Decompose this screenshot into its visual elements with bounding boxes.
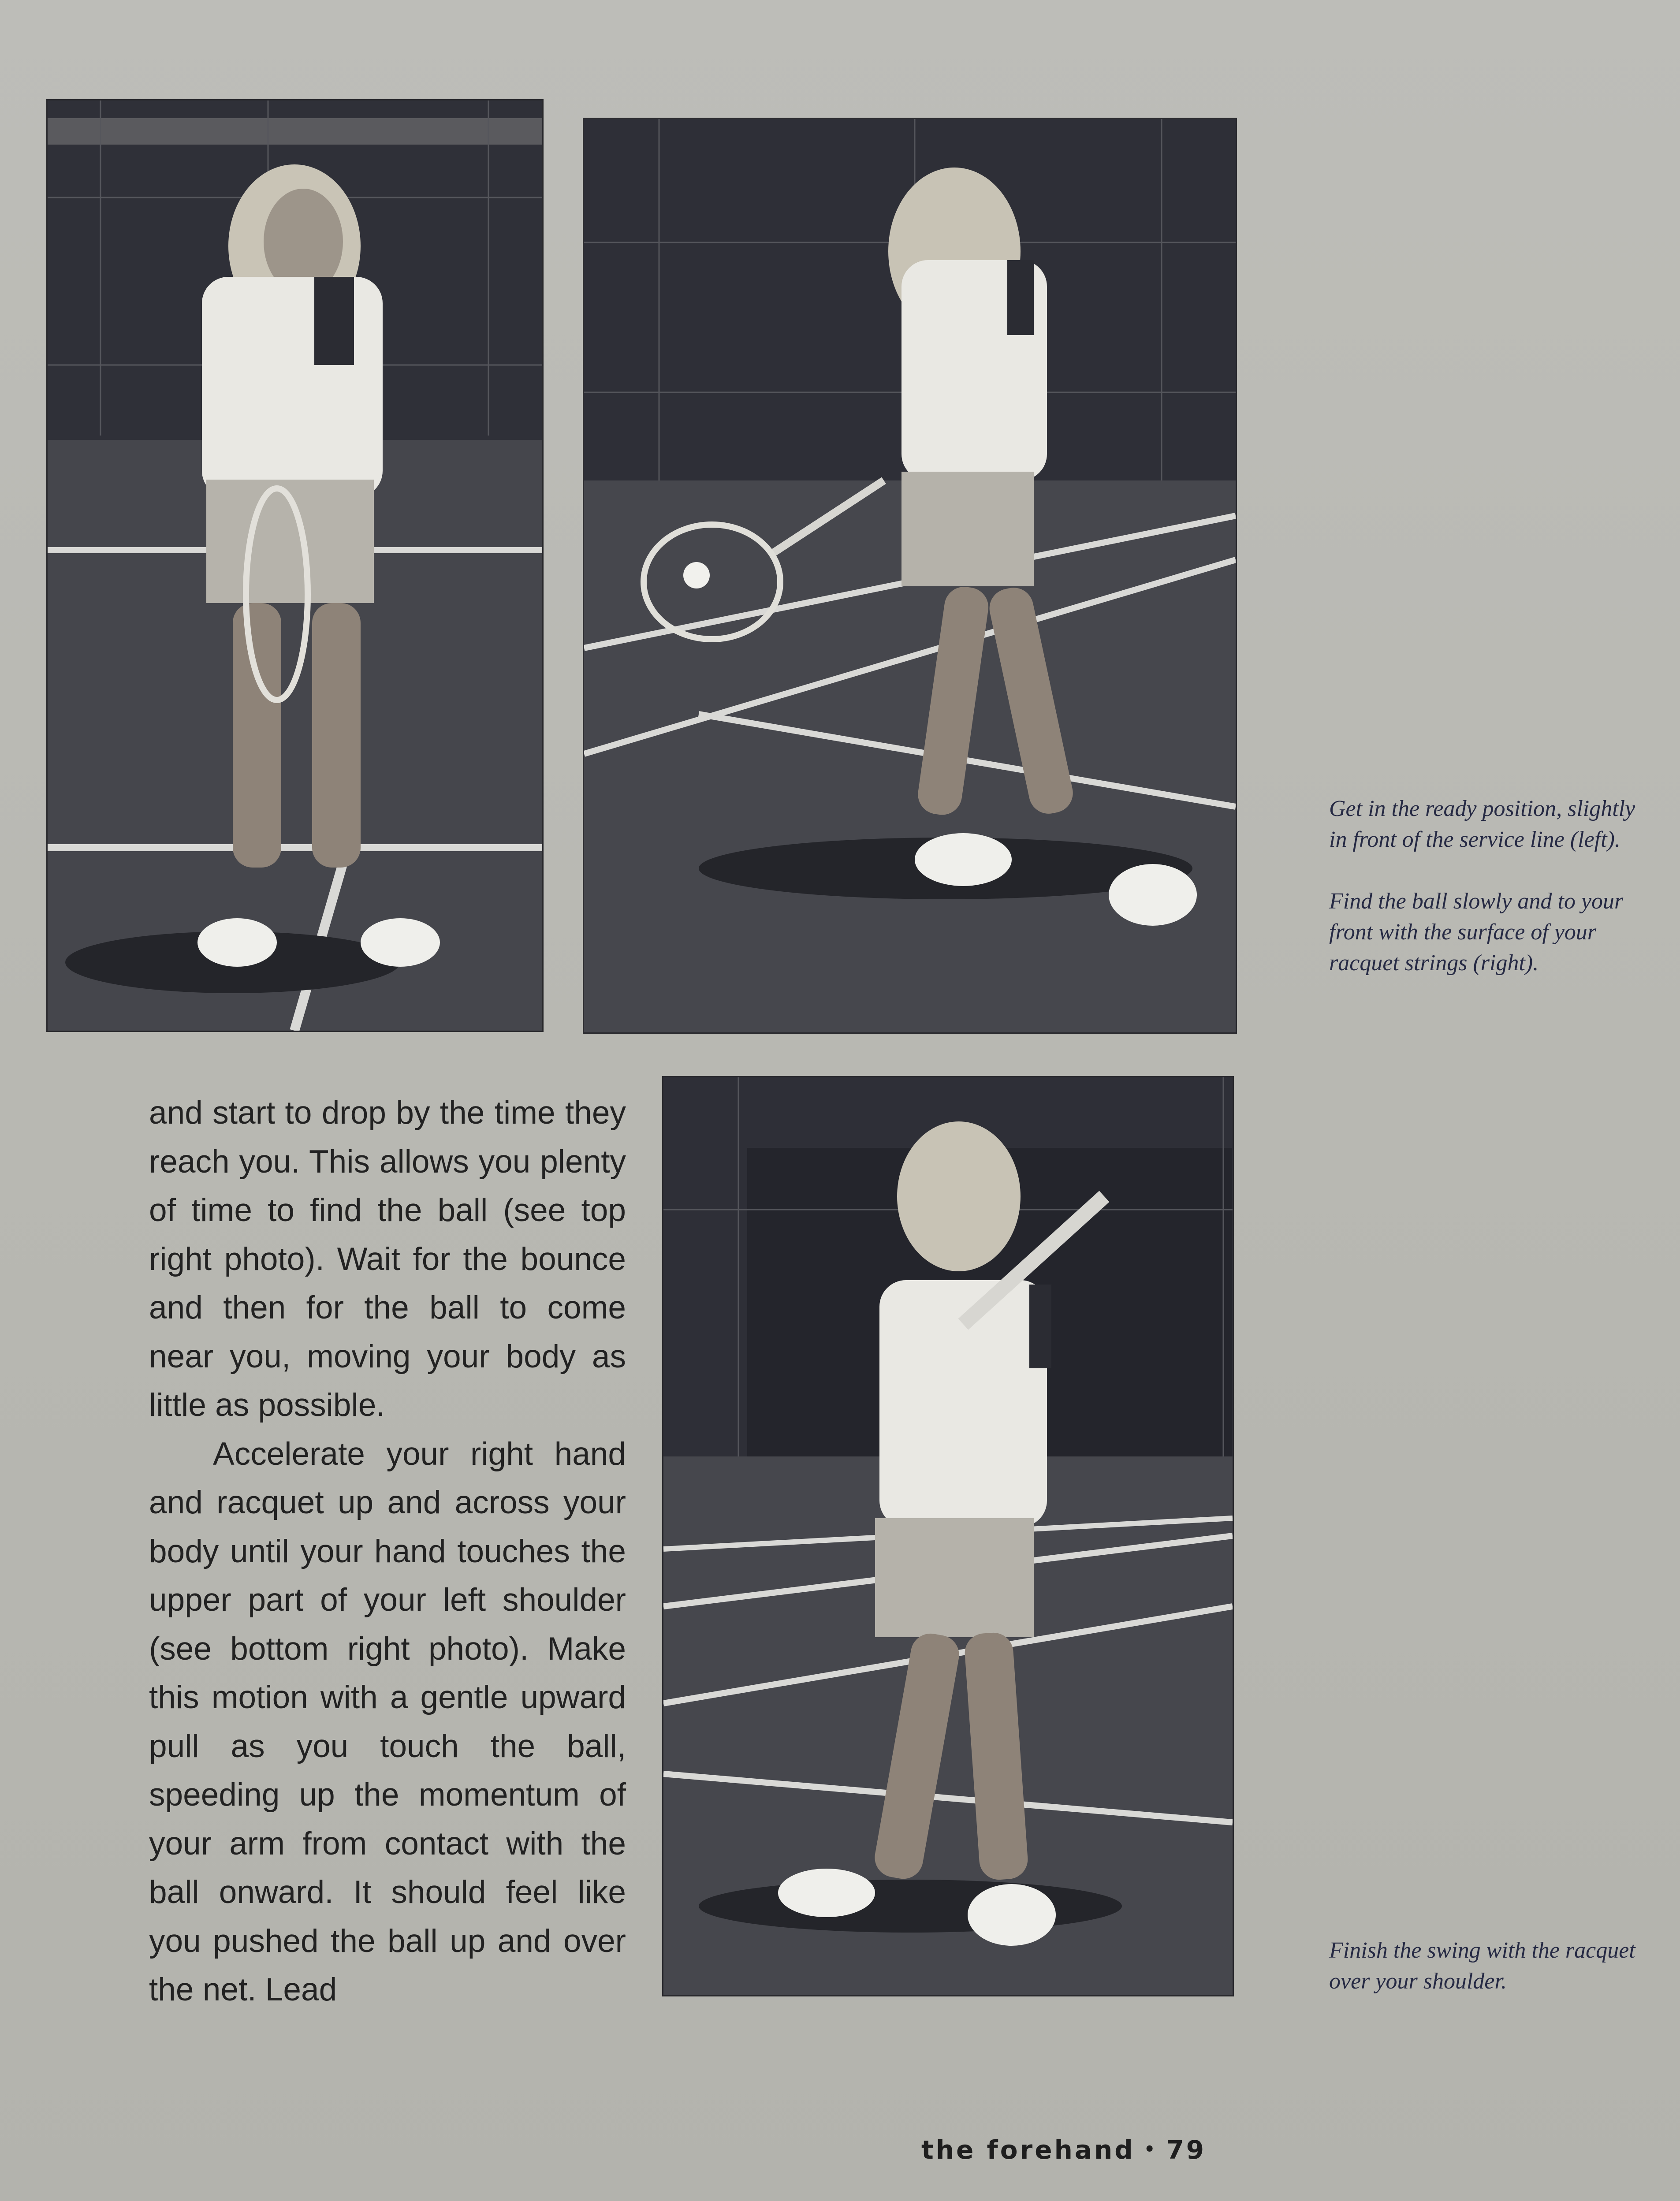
page-number: 79 — [1166, 2135, 1207, 2165]
footer-bullet: • — [1144, 2139, 1158, 2160]
caption-top-ready-position: Get in the ready position, slightly in front of the service line (left). — [1329, 796, 1635, 852]
photo-finish-swing — [663, 1077, 1233, 1995]
body-text — [149, 1089, 626, 2015]
body-paragraph-2: Accelerate your right hand and racquet up and across your body until your hand touches the upper part of your left shoulder (see bottom right photo). Make this motion with a gentle upward pull as you touch the ball, speeding up the momentum of your arm from contact with the ball onward. It should feel like you pushed the ball up and over the net. Lead — [149, 1436, 626, 2007]
caption-top-find-ball: Find the ball slowly and to your front with the surface of your racquet strings (right). — [1329, 889, 1624, 976]
page-footer — [921, 2135, 1230, 2170]
photo-ready-position — [48, 101, 542, 1031]
photo-find-ball — [584, 119, 1236, 1032]
caption-bottom: Finish the swing with the racquet over your shoulder. — [1329, 1938, 1635, 1994]
caption-top — [1329, 793, 1646, 979]
body-paragraph-1: and start to drop by the time they reach you. This allows you plenty of time to find the ball (see top right photo). Wait for the bounce and then for the ball to come near you, moving your body as little as possible. — [149, 1095, 626, 1423]
footer-section-title: the forehand — [921, 2135, 1135, 2165]
